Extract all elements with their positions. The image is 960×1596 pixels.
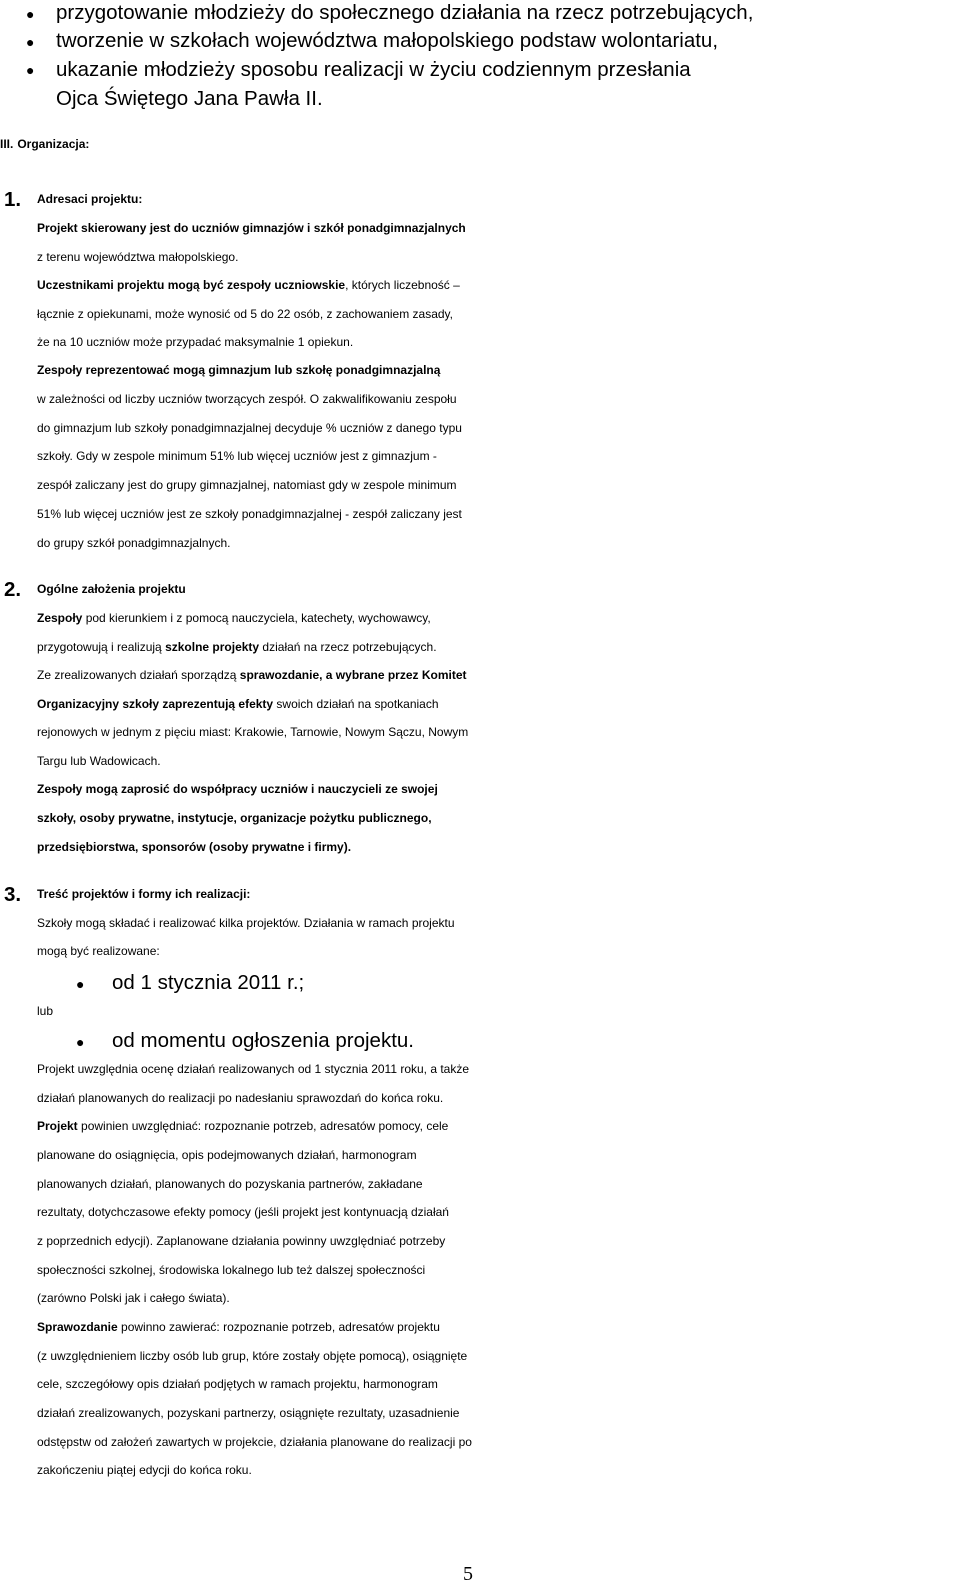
paragraph-line: w zależności od liczby uczniów tworzących zespół. O zakwalifikowaniu zespołu bbox=[37, 392, 457, 406]
page-number: 5 bbox=[463, 1563, 473, 1585]
bullet-icon: ● bbox=[76, 1034, 85, 1050]
text: działań na rzecz potrzebujących. bbox=[259, 640, 437, 654]
paragraph-line: do grupy szkół ponadgimnazjalnych. bbox=[37, 536, 231, 550]
paragraph-line: 51% lub więcej uczniów jest ze szkoły ponadgimnazjalnej - zespół zaliczany jest bbox=[37, 507, 462, 521]
bold-text: Zespoły bbox=[37, 611, 83, 625]
section-heading bbox=[0, 130, 960, 159]
bullet-icon: ● bbox=[26, 62, 35, 78]
paragraph-line: przedsiębiorstwa, sponsorów (osoby prywatne i firmy). bbox=[37, 840, 352, 854]
bold-text: sprawozdanie, a wybrane przez Komitet bbox=[239, 668, 467, 682]
paragraph-line bbox=[37, 633, 960, 662]
paragraph-line: Projekt skierowany jest do uczniów gimnazjów i szkół ponadgimnazjalnych bbox=[37, 221, 466, 235]
paragraph-line: szkoły, osoby prywatne, instytucje, organizacje pożytku publicznego, bbox=[37, 811, 432, 825]
list-item: od 1 stycznia 2011 r.; bbox=[112, 971, 305, 994]
paragraph-line: szkoły. Gdy w zespole minimum 51% lub więcej uczniów jest z gimnazjum - bbox=[37, 449, 437, 463]
paragraph-line: Szkoły mogą składać i realizować kilka projektów. Działania w ramach projektu bbox=[37, 916, 455, 930]
text: przygotowują i realizują bbox=[37, 640, 166, 654]
paragraph-line bbox=[37, 271, 960, 300]
paragraph-line: Targu lub Wadowicach. bbox=[37, 754, 161, 768]
subsection-title: Ogólne założenia projektu bbox=[37, 582, 186, 596]
bold-text: Organizacyjny szkoły zaprezentują efekty bbox=[37, 697, 274, 711]
text: , których liczebność – bbox=[345, 278, 460, 292]
paragraph-line: działań planowanych do realizacji po nadesłaniu sprawozdań do końca roku. bbox=[37, 1091, 444, 1105]
paragraph-line: rezultaty, dotychczasowe efekty pomocy (jeśli projekt jest kontynuacją działań bbox=[37, 1205, 449, 1219]
paragraph-line: lub bbox=[37, 1004, 54, 1018]
subsection-title: Adresaci projektu: bbox=[37, 192, 143, 206]
paragraph-line: zakończeniu piątej edycji do końca roku. bbox=[37, 1463, 252, 1477]
paragraph-line: (z uwzględnieniem liczby osób lub grup, które zostały objęte pomocą), osiągnięte bbox=[37, 1349, 468, 1363]
list-item bbox=[56, 55, 940, 84]
paragraph-line: mogą być realizowane: bbox=[37, 944, 160, 958]
text: pod kierunkiem i z pomocą nauczyciela, katechety, wychowawcy, bbox=[82, 611, 431, 625]
paragraph-line: cele, szczegółowy opis działań podjętych w ramach projektu, harmonogram bbox=[37, 1377, 438, 1391]
bullet-icon: ● bbox=[26, 6, 35, 22]
paragraph-line bbox=[37, 1313, 960, 1342]
paragraph-line: Zespoły reprezentować mogą gimnazjum lub szkołę ponadgimnazjalną bbox=[37, 363, 441, 377]
list-item: przygotowanie młodzieży do społecznego działania na rzecz potrzebujących, bbox=[56, 1, 754, 24]
paragraph-line bbox=[37, 661, 960, 690]
paragraph-line: planowanych działań, planowanych do pozyskania partnerów, zakładane bbox=[37, 1177, 423, 1191]
paragraph-line: (zarówno Polski jak i całego świata). bbox=[37, 1291, 230, 1305]
bullet-icon: ● bbox=[76, 976, 85, 992]
paragraph-line bbox=[37, 604, 960, 633]
bold-text: szkolne projekty bbox=[165, 640, 260, 654]
text: swoich działań na spotkaniach bbox=[273, 697, 439, 711]
bold-text: Sprawozdanie bbox=[37, 1320, 118, 1334]
paragraph-line: zespół zaliczany jest do grupy gimnazjalnej, natomiast gdy w zespole minimum bbox=[37, 478, 457, 492]
text: Ze zrealizowanych działań sporządzą bbox=[37, 668, 240, 682]
list-item: od momentu ogłoszenia projektu. bbox=[112, 1029, 414, 1052]
bullet-icon: ● bbox=[26, 34, 35, 50]
paragraph-line: rejonowych w jednym z pięciu miast: Krakowie, Tarnowie, Nowym Sączu, Nowym bbox=[37, 725, 469, 739]
paragraph-line bbox=[37, 1112, 960, 1141]
paragraph-line: że na 10 uczniów może przypadać maksymalnie 1 opiekun. bbox=[37, 335, 354, 349]
paragraph-line: społeczności szkolnej, środowiska lokalnego lub też dalszej społeczności bbox=[37, 1263, 426, 1277]
text: powinien uwzględniać: rozpoznanie potrzeb, adresatów pomocy, cele bbox=[77, 1119, 449, 1133]
paragraph-line: łącznie z opiekunami, może wynosić od 5 do 22 osób, z zachowaniem zasady, bbox=[37, 307, 453, 321]
list-item-text: ukazanie młodzieży sposobu realizacji w życiu codziennym przesłania bbox=[56, 58, 691, 81]
paragraph-line: z terenu województwa małopolskiego. bbox=[37, 250, 239, 264]
paragraph-line: do gimnazjum lub szkoły ponadgimnazjalnej decyduje % uczniów z danego typu bbox=[37, 421, 462, 435]
paragraph-line: planowane do osiągnięcia, opis podejmowanych działań, harmonogram bbox=[37, 1148, 417, 1162]
paragraph-line: Projekt uwzględnia ocenę działań realizowanych od 1 stycznia 2011 roku, a także bbox=[37, 1062, 470, 1076]
paragraph-line: z poprzednich edycji). Zaplanowane działania powinny uwzględniać potrzeby bbox=[37, 1234, 446, 1248]
list-item-continuation: Ojca Świętego Jana Pawła II. bbox=[56, 87, 323, 110]
paragraph-line: Zespoły mogą zaprosić do współpracy uczniów i nauczycieli ze swojej bbox=[37, 782, 438, 796]
paragraph-line: działań zrealizowanych, pozyskani partnerzy, osiągnięte rezultaty, uzasadnienie bbox=[37, 1406, 460, 1420]
bold-text: Projekt bbox=[37, 1119, 78, 1133]
section-number: III. bbox=[0, 137, 14, 151]
subsection-number: 1. bbox=[4, 188, 22, 211]
text: powinno zawierać: rozpoznanie potrzeb, adresatów projektu bbox=[117, 1320, 440, 1334]
list-item: tworzenie w szkołach województwa małopolskiego podstaw wolontariatu, bbox=[56, 29, 719, 52]
bold-text: Uczestnikami projektu mogą być zespoły uczniowskie bbox=[37, 278, 346, 292]
paragraph-line bbox=[37, 690, 960, 719]
paragraph-line: odstępstw od założeń zawartych w projekcie, działania planowane do realizacji po bbox=[37, 1435, 472, 1449]
section-title: Organizacja: bbox=[17, 137, 90, 151]
subsection-number: 3. bbox=[4, 883, 22, 906]
subsection-number: 2. bbox=[4, 578, 22, 601]
subsection-title: Treść projektów i formy ich realizacji: bbox=[37, 887, 251, 901]
